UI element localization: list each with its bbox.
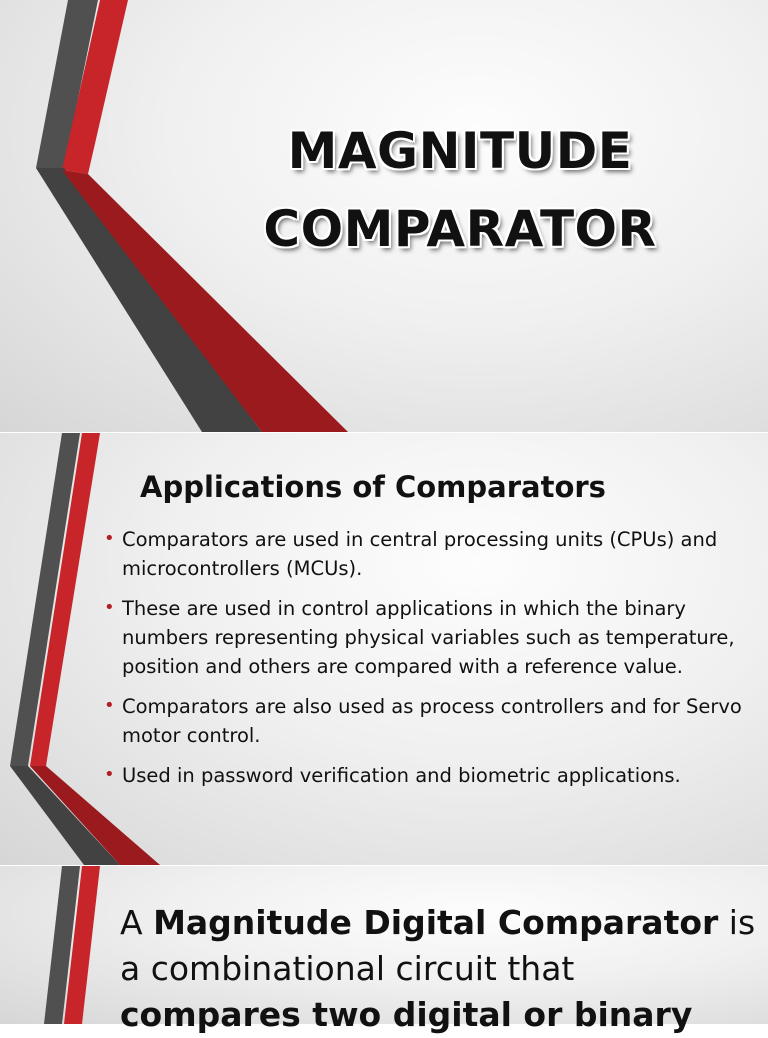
bullet-text: Used in password verification and biometric applications. <box>122 764 681 787</box>
title-line-2: COMPARATOR <box>263 200 657 258</box>
title-slide <box>0 0 768 432</box>
bullet-text: Comparators are also used as process controllers and for Servo motor control. <box>122 695 742 747</box>
list-item <box>104 761 744 790</box>
text-run: A <box>120 903 154 942</box>
title-line-1: MAGNITUDE <box>287 122 633 180</box>
bullet-dot-icon: • <box>104 528 115 549</box>
text-run: is a combinational circuit that <box>120 903 756 988</box>
bullet-dot-icon: • <box>104 597 115 618</box>
bullet-dot-icon: • <box>104 764 115 785</box>
bullet-dot-icon: • <box>104 695 115 716</box>
bullet-text: Comparators are used in central processing units (CPUs) and microcontrollers (MCUs). <box>122 528 718 580</box>
slide-heading: Applications of Comparators <box>140 470 606 504</box>
bold-phrase: compares two digital or binary <box>120 995 693 1034</box>
list-item <box>104 594 744 681</box>
list-item <box>104 525 744 583</box>
slide-title <box>250 112 670 268</box>
definition-text <box>120 900 760 1038</box>
bullet-text: These are used in control applications in which the binary numbers representing physical variables such as temperature, position and others are compared with a reference value. <box>122 597 735 678</box>
bold-term: Magnitude Digital Comparator <box>153 903 719 942</box>
bullet-list <box>104 525 744 801</box>
list-item <box>104 692 744 750</box>
